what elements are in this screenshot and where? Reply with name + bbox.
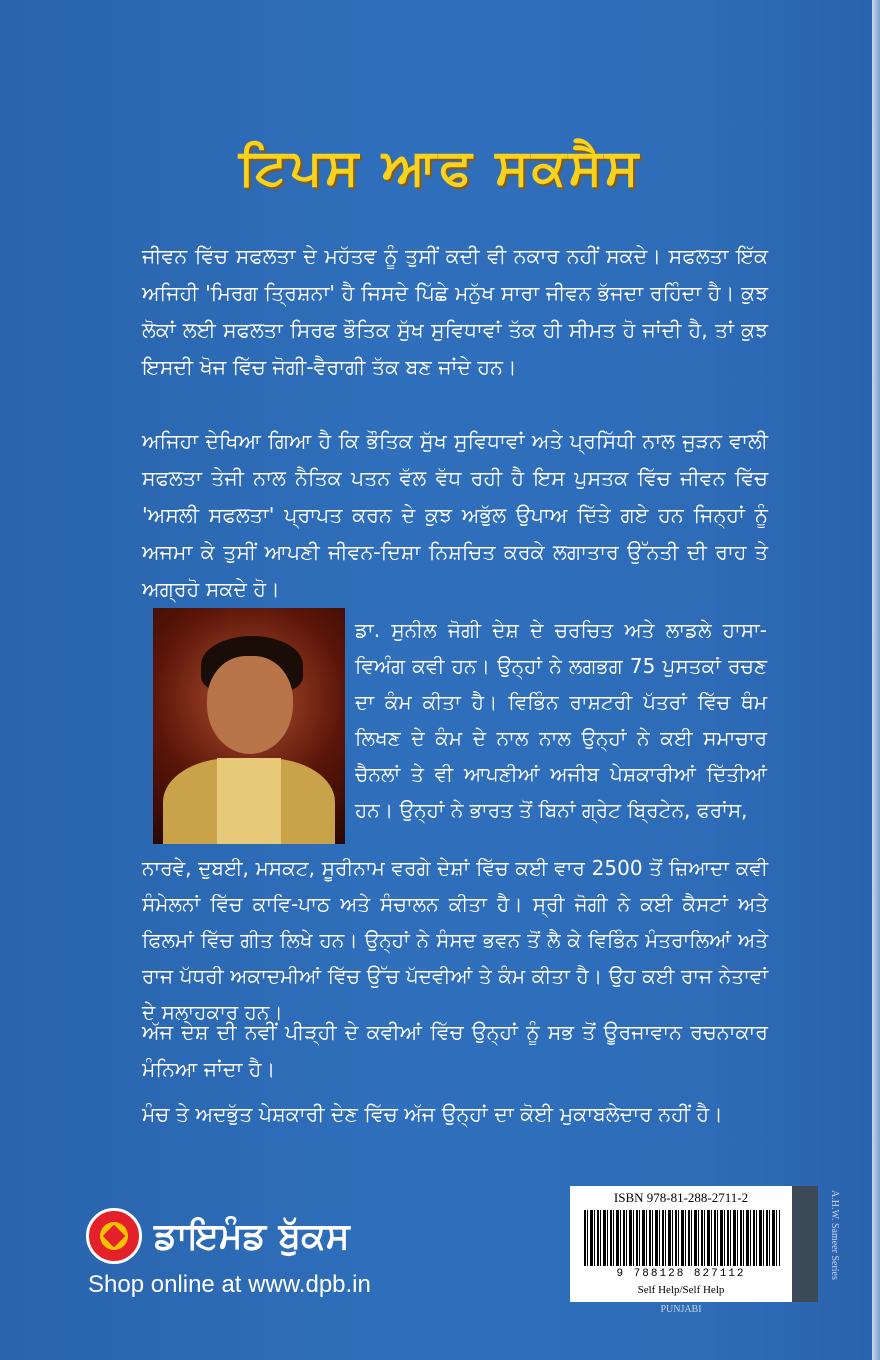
book-title: ਟਿਪਸ ਆਫ ਸਕਸੈਸ	[238, 138, 642, 196]
author-face	[207, 656, 293, 754]
author-bio-part1: ਡਾ. ਸੁਨੀਲ ਜੋਗੀ ਦੇਸ਼ ਦੇ ਚਰਚਿਤ ਅਤੇ ਲਾਡਲੇ ਹਾਸਾ-ਵਿਅੰਗ ਕਵੀ ਹਨ। ਉਨ੍ਹਾਂ ਨੇ ਲਗਭਗ 75 ਪੁਸਤਕਾਂ ਰਚਣ ਦਾ ਕੰਮ ਕੀਤਾ ਹੈ। ਵਿਭਿੰਨ ਰਾਸ਼ਟਰੀ ਪੱਤਰਾਂ ਵਿੱਚ ਥੰਮ ਲਿਖਣ ਦੇ ਕੰਮ ਦੇ ਨਾਲ ਨਾਲ ਉਨ੍ਹਾਂ ਨੇ ਕਈ ਸਮਾਚਾਰ ਚੈਨਲਾਂ ਤੇ ਵੀ ਆਪਣੀਆਂ ਅਜੀਬ ਪੇਸ਼ਕਾਰੀਆਂ ਦਿੱਤੀਆਂ ਹਨ। ਉਨ੍ਹਾਂ ਨੇ ਭਾਰਤ ਤੋਂ ਬਿਨਾਂ ਗ੍ਰੇਟ ਬ੍ਰਿਟੇਨ, ਫਰਾਂਸ,	[355, 618, 767, 822]
language-label: PUNJABI	[660, 1304, 702, 1315]
author-stage-paragraph: ਮੰਚ ਤੇ ਅਦਭੁੱਤ ਪੇਸ਼ਕਾਰੀ ਦੇਣ ਵਿੱਚ ਅੱਜ ਉਨ੍ਹਾਂ ਦਾ ਕੋਈ ਮੁਕਾਬਲੇਦਾਰ ਨਹੀਂ ਹੈ।	[142, 1102, 723, 1126]
author-photo	[153, 608, 345, 844]
author-bio-part2: ਨਾਰਵੇ, ਦੁਬਈ, ਮਸਕਟ, ਸੂਰੀਨਾਮ ਵਰਗੇ ਦੇਸ਼ਾਂ ਵਿੱਚ ਕਈ ਵਾਰ 2500 ਤੋਂ ਜ਼ਿਆਦਾ ਕਵੀ ਸੰਮੇਲਨਾਂ ਵਿੱਚ ਕਾਵਿ-ਪਾਠ ਅਤੇ ਸੰਚਾਲਨ ਕੀਤਾ ਹੈ। ਸ੍ਰੀ ਜੋਗੀ ਨੇ ਕਈ ਕੈਸਟਾਂ ਅਤੇ ਫਿਲਮਾਂ ਵਿੱਚ ਗੀਤ ਲਿਖੇ ਹਨ। ਉਨ੍ਹਾਂ ਨੇ ਸੰਸਦ ਭਵਨ ਤੋਂ ਲੈ ਕੇ ਵਿਭਿੰਨ ਮੰਤਰਾਲਿਆਂ ਅਤੇ ਰਾਜ ਪੱਧਰੀ ਅਕਾਦਮੀਆਂ ਵਿੱਚ ਉੱਚ ਪੱਦਵੀਆਂ ਤੇ ਕੰਮ ਕੀਤਾ ਹੈ। ਉਹ ਕਈ ਰਾਜ ਨੇਤਾਵਾਂ ਦੇ ਸਲਾਹਕਾਰ ਹਨ।	[142, 856, 768, 1024]
barcode-label	[570, 1186, 792, 1302]
barcode-bars	[584, 1210, 780, 1266]
intro-paragraph: ਜੀਵਨ ਵਿੱਚ ਸਫਲਤਾ ਦੇ ਮਹੱਤਵ ਨੂੰ ਤੁਸੀਂ ਕਦੀ ਵੀ ਨਕਾਰ ਨਹੀਂ ਸਕਦੇ। ਸਫਲਤਾ ਇੱਕ ਅਜਿਹੀ 'ਮਿਰਗ ਤ੍ਰਿਸ਼ਨਾ' ਹੈ ਜਿਸਦੇ ਪਿੱਛੇ ਮਨੁੱਖ ਸਾਰਾ ਜੀਵਨ ਭੱਜਦਾ ਰਹਿੰਦਾ ਹੈ। ਕੁਝ ਲੋਕਾਂ ਲਈ ਸਫਲਤਾ ਸਿਰਫ ਭੌਤਿਕ ਸੁੱਖ ਸੁਵਿਧਾਵਾਂ ਤੱਕ ਹੀ ਸੀਮਤ ਹੋ ਜਾਂਦੀ ਹੈ, ਤਾਂ ਕੁਝ ਇਸਦੀ ਖੋਜ ਵਿੱਚ ਜੋਗੀ-ਵੈਰਾਗੀ ਤੱਕ ਬਣ ਜਾਂਦੇ ਹਨ।	[142, 244, 768, 379]
description-paragraph: ਅਜਿਹਾ ਦੇਖਿਆ ਗਿਆ ਹੈ ਕਿ ਭੌਤਿਕ ਸੁੱਖ ਸੁਵਿਧਾਵਾਂ ਅਤੇ ਪ੍ਰਸਿੱਧੀ ਨਾਲ ਜੁੜਨ ਵਾਲੀ ਸਫਲਤਾ ਤੇਜੀ ਨਾਲ ਨੈਤਿਕ ਪਤਨ ਵੱਲ ਵੱਧ ਰਹੀ ਹੈ ਇਸ ਪੁਸਤਕ ਵਿੱਚ ਜੀਵਨ ਵਿੱਚ 'ਅਸਲੀ ਸਫਲਤਾ' ਪ੍ਰਾਪਤ ਕਰਨ ਦੇ ਕੁਝ ਅਭੁੱਲ ਉਪਾਅ ਦਿੱਤੇ ਗਏ ਹਨ ਜਿਨ੍ਹਾਂ ਨੂੰ ਅਜਮਾ ਕੇ ਤੁਸੀਂ ਆਪਣੀ ਜੀਵਨ-ਦਿਸ਼ਾ ਨਿਸ਼ਚਿਤ ਕਰਕੇ ਲਗਾਤਾਰ ਉੱਨਤੀ ਦੀ ਰਾਹ ਤੇ ਅਗ੍ਰਹੋ ਸਕਦੇ ਹੋ।	[142, 429, 768, 601]
barcode-tab	[792, 1186, 818, 1302]
barcode-digits: 9 788128 827112	[616, 1268, 746, 1280]
author-praise-paragraph: ਅੱਜ ਦੇਸ਼ ਦੀ ਨਵੀਂ ਪੀੜ੍ਹੀ ਦੇ ਕਵੀਆਂ ਵਿੱਚ ਉਨ੍ਹਾਂ ਨੂੰ ਸਭ ਤੋਂ ਊਰਜਾਵਾਨ ਰਚਨਾਕਾਰ ਮੰਨਿਆ ਜਾਂਦਾ ਹੈ।	[142, 1020, 768, 1081]
isbn-text: ISBN 978-81-288-2711-2	[613, 1190, 749, 1205]
author-vest	[217, 758, 281, 844]
cover-edge	[872, 0, 880, 1360]
publisher-name: ਡਾਇਮੰਡ ਬੁੱਕਸ	[154, 1216, 350, 1257]
barcode-category: Self Help/Self Help	[637, 1284, 725, 1296]
diamond-logo-icon	[86, 1208, 142, 1264]
shop-online-text: Shop online at www.dpb.in	[88, 1271, 371, 1298]
series-label: A.H.W. Sameer Series	[829, 1190, 840, 1280]
